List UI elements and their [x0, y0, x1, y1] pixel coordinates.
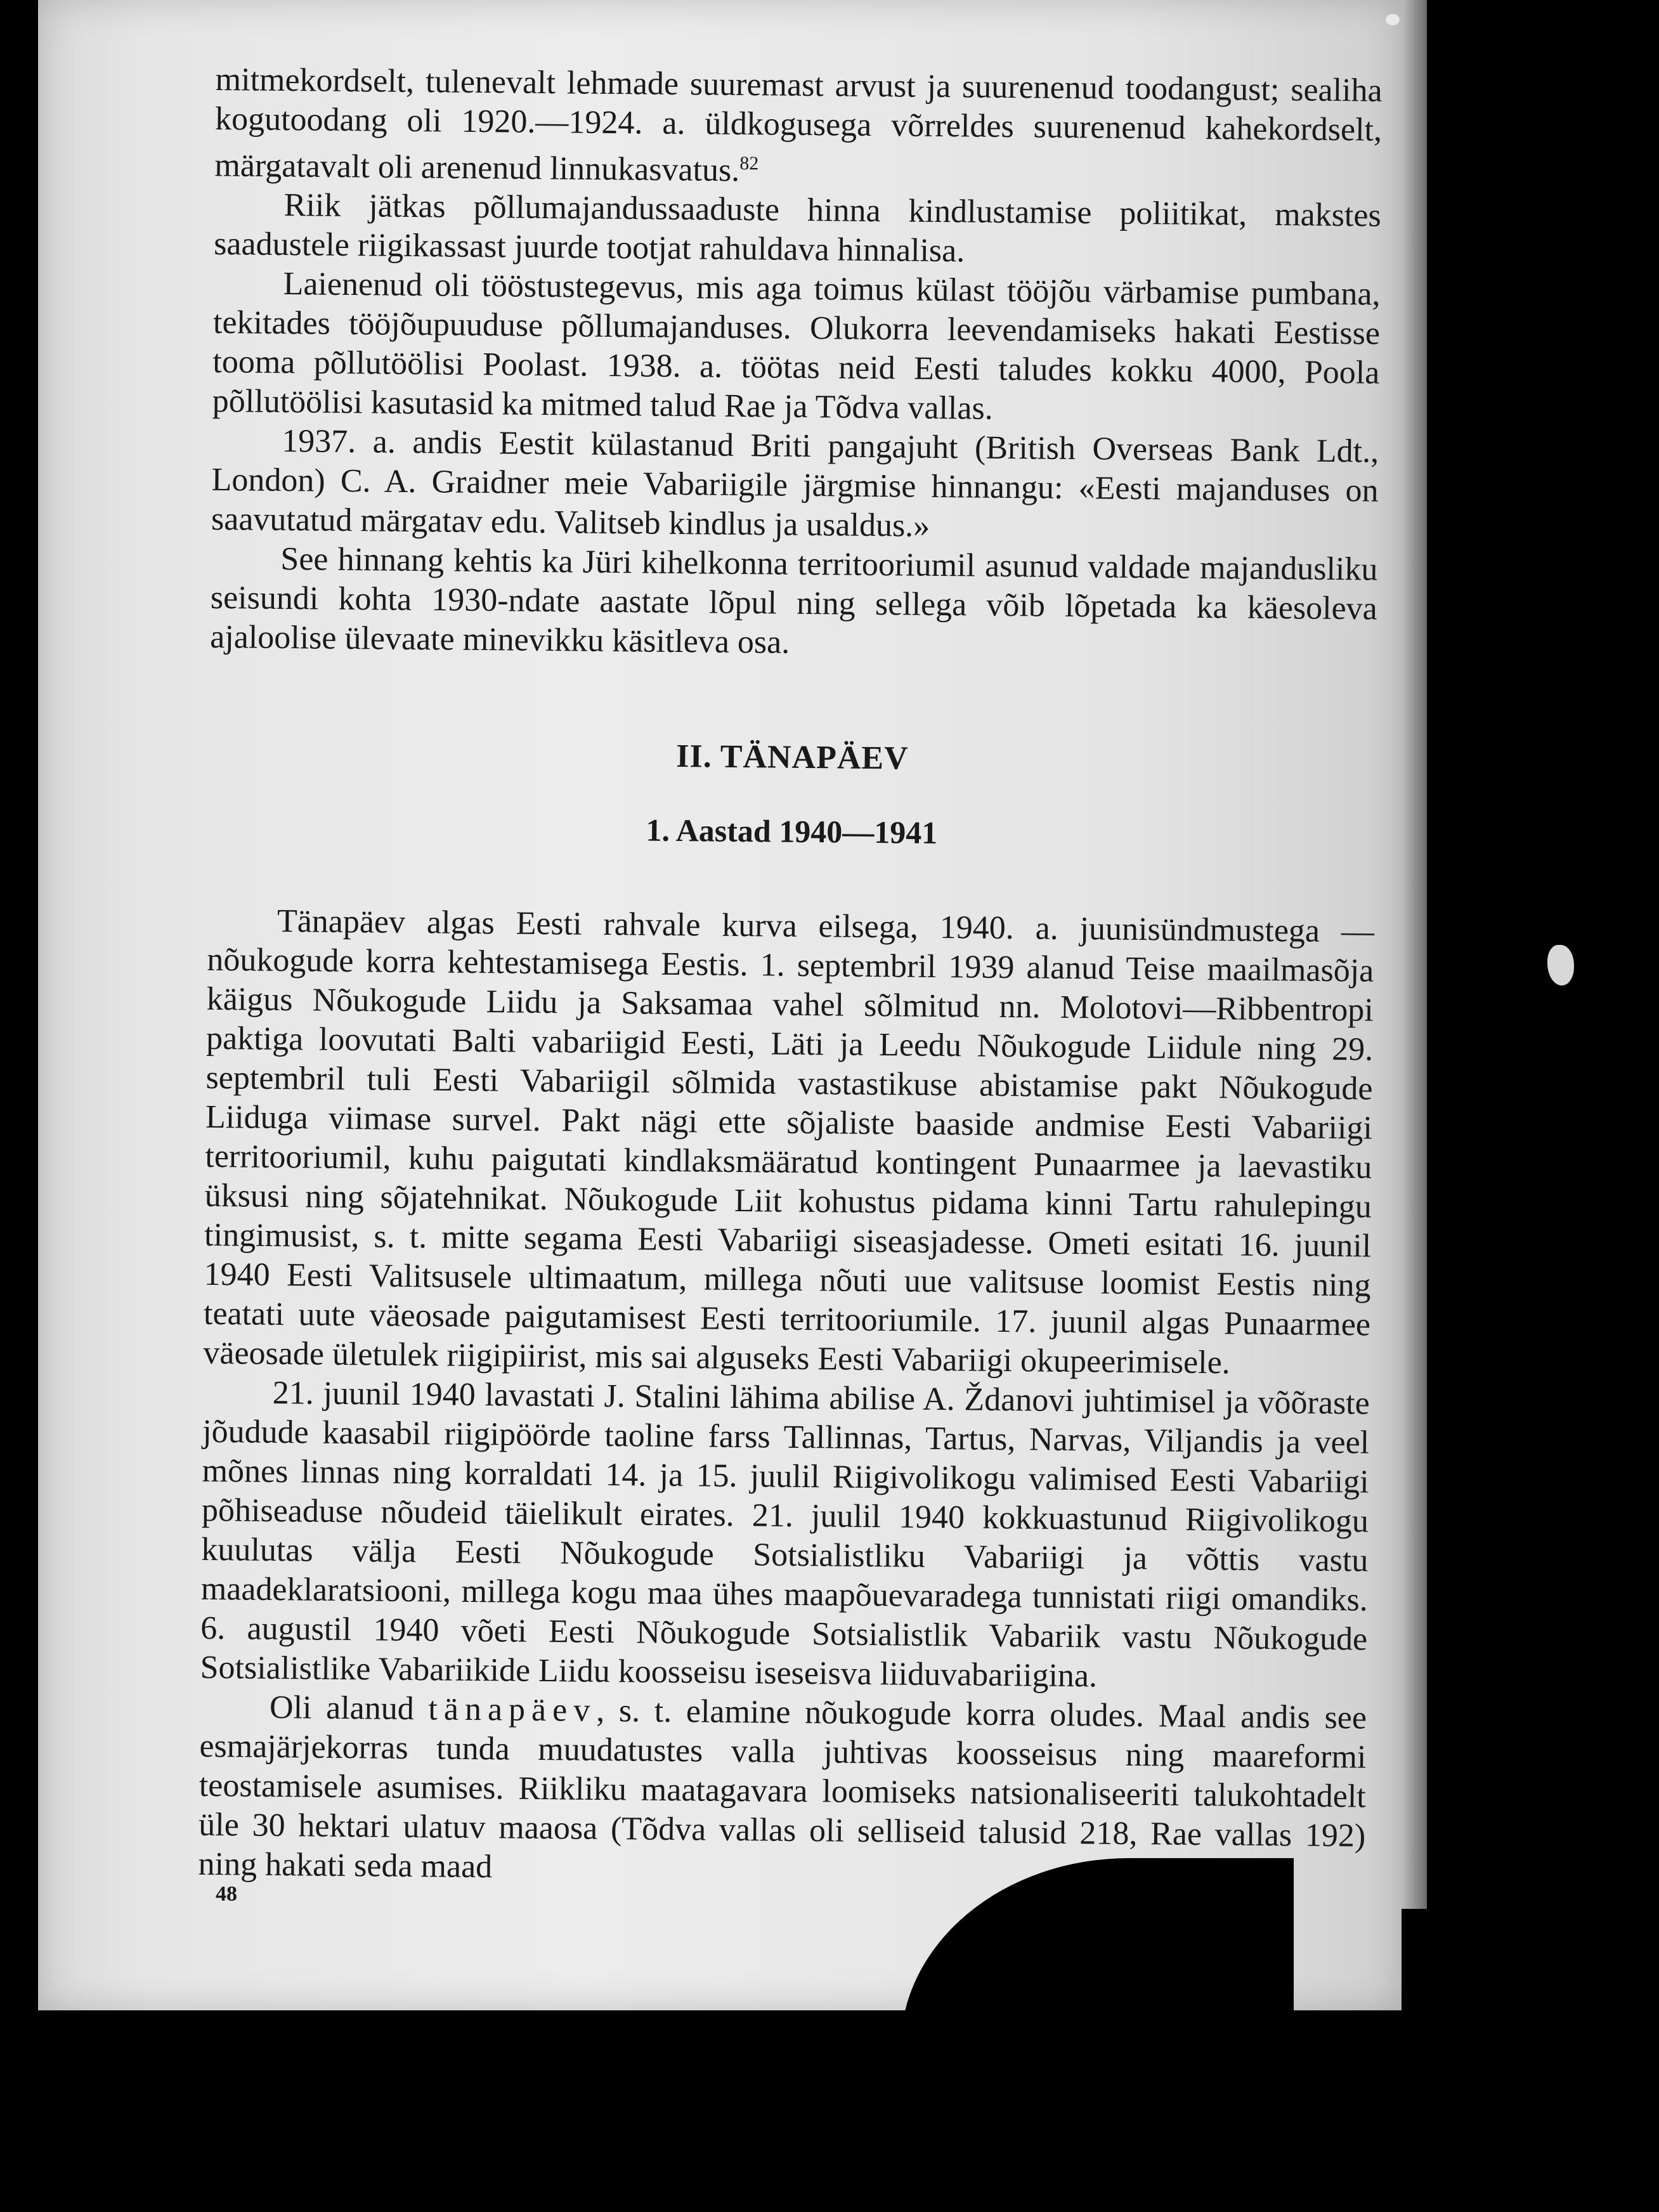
- footnote-ref: 82: [739, 152, 759, 174]
- subsection-title: 1. Aastad 1940—1941: [646, 812, 938, 851]
- scan-artifact-mark: [1547, 945, 1574, 986]
- scan-artifact-dot: [1386, 14, 1400, 25]
- page-number: 48: [216, 1882, 237, 1906]
- intro-paragraph-3: Laienenud oli tööstustegevus, mis aga toimus külast tööjõu värbamise pumbana, tekitades tööjõupuuduse põllumajanduses. Olukorra leevendamiseks hakati Eestisse tooma põllutöölisi Poolast. 1938. a. töötas neid Eesti taludes kokku 4000, Poola põllutöölisi kasutasid ka mitmed talud Rae ja Tõdva vallas.: [212, 266, 1381, 427]
- intro-paragraph-2: Riik jätkas põllumajandussaaduste hinna kindlustamise poliitikat, makstes saadustele riigikassast juurde tootjat rahuldava hinnalisa.: [213, 187, 1382, 270]
- intro-paragraph-5: See hinnang kehtis ka Jüri kihelkonna territooriumil asunud valdade majandusliku seisundi kohta 1930-ndate aastate lõpul ning sellega võib lõpetada ka käesoleva ajaloolise ülevaate minevikku käsitleva osa.: [209, 541, 1378, 661]
- body-paragraph-3: [198, 1688, 1367, 1896]
- body-paragraph-3-rest: , s. t. elamine nõukogude korra oludes. Maal andis see esmajärjekorras tunda muudatustes valla juhtivas koosseisus ning maareformi teostamisele asumises. Riikliku maatagavara loomiseks natsionaliseeriti talukohtadelt üle 30 hektari ulatuv maaosa (Tõdva vallas oli selliseid talusid 218, Rae vallas 192) ning hakati seda maad: [198, 1693, 1367, 1885]
- intro-paragraph-1: [214, 60, 1382, 197]
- body-paragraph-1: Tänapäev algas Eesti rahvale kurva eilsega, 1940. a. juunisündmustega — nõukogude korra kehtestamisega Eestis. 1. septembril 1939 alanud Teise maailmasõja käigus Nõukogude Liidu ja Saksamaa vahel sõlmitud nn. Molotovi—Ribbentropi paktiga loovutati Balti vabariigid Eesti, Läti ja Leedu Nõukogude Liidule ning 29. septembril tuli Eesti Vabariigil sõlmida vastastikuse abistamise pakt Nõukogude Liiduga viimase survel. Pakt nägi ette sõjaliste baaside andmise Eesti Vabariigi territooriumil, kuhu paigutati kindlaksmääratud kontingent Punaarmee ja laevastiku üksusi ning sõjatehnikat. Nõukogude Liit kohustus pidama kinni Tartu rahulepingu tingimusist, s. t. mitte segama Eesti Vabariigi siseasjadesse. Ometi esitati 16. juunil 1940 Eesti Valitsusele ultimaatum, millega nõuti uue valitsuse loomist Eestis ning teatati uute väeosade paigutamisest Eesti territooriumile. 17. juunil algas Punaarmee väeosade ületulek riigipiirist, mis sai alguseks Eesti Vabariigi okupeerimisele.: [203, 903, 1375, 1381]
- page-text-block: [198, 60, 1382, 1896]
- section-title: II. TÄNAPÄEV: [676, 738, 909, 777]
- intro-paragraph-4: 1937. a. andis Eestit külastanud Briti pangajuht (British Overseas Bank Ldt., London) C. A. Graidner meie Vabariigile järgmise hinnangu: «Eesti majanduses on saavutatud märgatav edu. Valitseb kindlus ja usaldus.»: [211, 423, 1379, 545]
- page-right-edge-shadow: [1402, 0, 1427, 1909]
- body-paragraph-3-start: Oli alanud: [269, 1689, 415, 1727]
- intro-paragraph-1-text: mitmekordselt, tulenevalt lehmade suuremast arvust ja suurenenud toodangust; sealiha kogutoodang oli 1920.—1924. a. üldkogusega võrreldes suurenenud kahekordselt, märgatavalt oli arenenud linnukasvatus.: [214, 61, 1382, 189]
- body-paragraph-2: 21. juunil 1940 lavastati J. Stalini lähima abilise A. Ždanovi juhtimisel ja võõraste jõudude kaasabil riigipöörde taoline farss Tallinnas, Tartus, Narvas, Viljandis ja veel mõnes linnas ning korraldati 14. ja 15. juulil Riigivolikogu valimised Eesti Vabariigi põhiseaduse nõudeid täielikult eirates. 21. juulil 1940 kokkuastunud Riigivolikogu kuulutas välja Eesti Nõukogude Sotsialistliku Vabariigi ja võttis vastu maadeklaratsiooni, millega kogu maa ühes maapõuevaradega tunnistati riigi omandiks. 6. augustil 1940 võeti Eesti Nõukogude Sotsialistlik Vabariik vastu Nõukogude Sotsialistlike Vabariikide Liidu koosseisu iseseisva liiduvabariigina.: [200, 1375, 1370, 1695]
- body-paragraph-3-emphasis: tänapäev: [428, 1691, 597, 1729]
